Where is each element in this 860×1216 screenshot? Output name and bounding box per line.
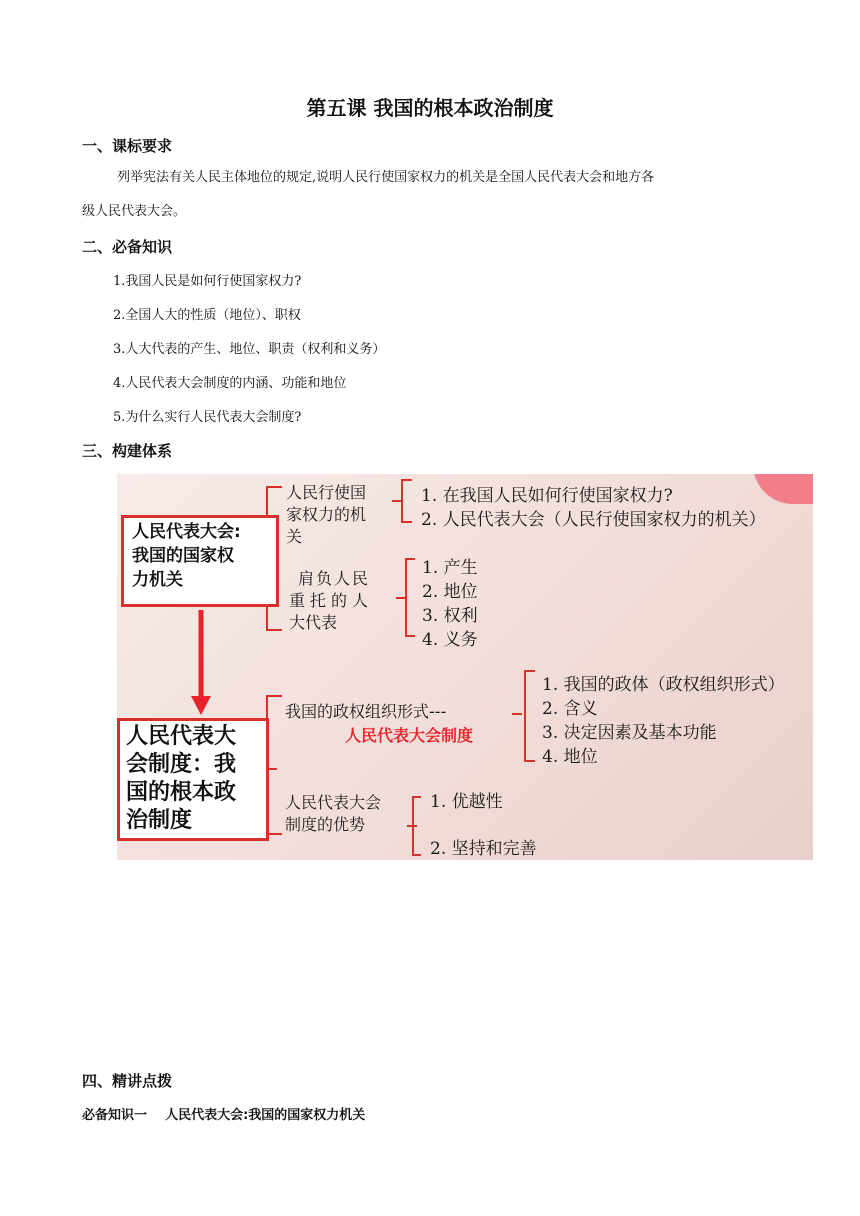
branch2-line3: 大代表 bbox=[289, 613, 338, 632]
branch2-item-1: 1. 产生 bbox=[422, 558, 478, 578]
section-heading-knowledge: 二、必备知识 bbox=[82, 238, 173, 256]
box1-line1: 人民代表大会: bbox=[132, 522, 241, 542]
branch3-item-1: 1. 我国的政体（政权组织形式） bbox=[542, 675, 785, 695]
branch4-line2: 制度的优势 bbox=[285, 815, 366, 834]
section-heading-explanation: 四、精讲点拨 bbox=[82, 1072, 173, 1090]
knowledge-item-2: 2.全国人大的性质（地位）、职权 bbox=[113, 308, 301, 323]
box2-line3: 国的根本政 bbox=[126, 780, 237, 805]
branch3-item-2: 2. 含义 bbox=[542, 699, 598, 719]
knowledge-item-1: 1.我国人民是如何行使国家权力? bbox=[113, 274, 302, 289]
branch-deputies bbox=[289, 568, 373, 634]
branch3-item-4: 4. 地位 bbox=[542, 747, 598, 767]
branch-exercise-power bbox=[286, 482, 366, 548]
section-heading-system: 三、构建体系 bbox=[82, 442, 173, 460]
box2-line4: 治制度 bbox=[126, 808, 193, 833]
box-npc-power-organ bbox=[121, 515, 279, 607]
branch1-line2: 家权力的机 bbox=[286, 505, 367, 524]
branch-advantages bbox=[285, 792, 381, 836]
box2-line1: 人民代表大 bbox=[126, 724, 237, 749]
branch2-item-3: 3. 权利 bbox=[422, 606, 478, 626]
branch2-item-2: 2. 地位 bbox=[422, 582, 478, 602]
standard-text-line2: 级人民代表大会。 bbox=[82, 204, 187, 219]
branch1-item-2: 2. 人民代表大会（人民行使国家权力的机关） bbox=[421, 510, 766, 530]
section-heading-standard: 一、课标要求 bbox=[82, 137, 173, 155]
branch1-line1: 人民行使国 bbox=[286, 483, 367, 502]
branch4-item-1: 1. 优越性 bbox=[430, 792, 503, 812]
knowledge-item-3: 3.人大代表的产生、地位、职责（权利和义务） bbox=[113, 342, 386, 357]
knowledge-item-4: 4.人民代表大会制度的内涵、功能和地位 bbox=[113, 376, 347, 391]
page-title: 第五课 我国的根本政治制度 bbox=[306, 96, 554, 120]
box1-line3: 力机关 bbox=[132, 570, 183, 590]
concept-diagram bbox=[117, 474, 813, 860]
box1-line2: 我国的国家权 bbox=[132, 546, 234, 566]
branch1-line3: 关 bbox=[286, 527, 303, 546]
branch2-line2: 重托的人 bbox=[289, 591, 374, 610]
branch-organization-form: 我国的政权组织形式--- bbox=[285, 702, 447, 721]
branch4-line1: 人民代表大会 bbox=[285, 793, 382, 812]
branch2-item-4: 4. 义务 bbox=[422, 630, 478, 650]
box2-line2: 会制度：我 bbox=[126, 752, 237, 777]
branch1-item-1: 1. 在我国人民如何行使国家权力? bbox=[421, 486, 673, 506]
standard-text-line1: 列举宪法有关人民主体地位的规定,说明人民行使国家权力的机关是全国人民代表大会和地方各 bbox=[117, 170, 655, 185]
branch-npc-system-highlight: 人民代表大会制度 bbox=[345, 726, 474, 745]
branch4-item-2: 2. 坚持和完善 bbox=[430, 839, 537, 859]
box-fundamental-system bbox=[117, 718, 269, 841]
knowledge-item-5: 5.为什么实行人民代表大会制度? bbox=[113, 410, 302, 425]
branch2-line1: 肩负人民 bbox=[298, 569, 371, 588]
subheading-knowledge-one: 必备知识一 人民代表大会:我国的国家权力机关 bbox=[82, 1108, 366, 1123]
branch3-item-3: 3. 决定因素及基本功能 bbox=[542, 723, 717, 743]
